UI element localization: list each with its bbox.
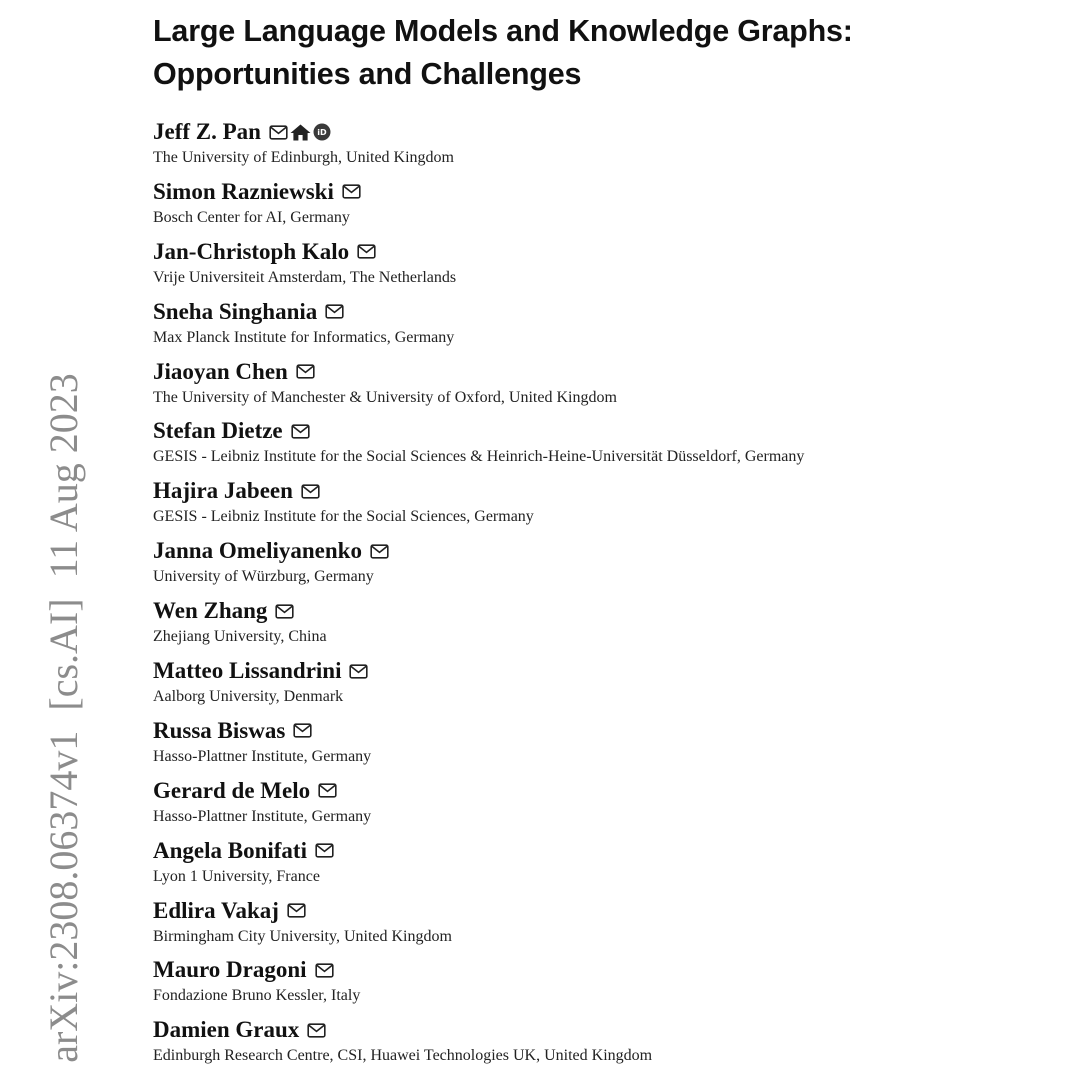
mail-icon[interactable] [293,723,312,738]
author-contact-icons [315,963,334,978]
author-name: Jiaoyan Chen [153,358,288,384]
mail-icon[interactable] [315,963,334,978]
author-affiliation: GESIS - Leibniz Institute for the Social Sciences, Germany [153,508,534,526]
author-name-line [153,716,1063,746]
mail-icon[interactable] [287,903,306,918]
author-name: Mauro Dragoni [153,957,307,983]
author-name-line [153,955,1063,985]
mail-icon[interactable] [315,843,334,858]
arxiv-identifier-stamp[interactable]: arXiv:2308.06374v1 [cs.AI] 11 Aug 2023 [41,373,86,1063]
author-entry [153,596,1063,656]
author-affiliation: The University of Edinburgh, United Kingdom [153,149,454,166]
author-name-line [153,297,1063,327]
author-entry [153,896,1063,956]
home-icon[interactable] [290,124,311,141]
author-affiliation: Bosch Center for AI, Germany [153,208,350,226]
author-list [153,117,1063,1075]
author-entry [153,416,1063,476]
author-entry [153,1015,1063,1075]
mail-icon[interactable] [307,1023,326,1038]
author-name-line [153,896,1063,926]
author-entry [153,357,1063,417]
author-entry [153,716,1063,776]
author-name-line [153,536,1063,566]
author-contact-icons [293,723,312,738]
mail-icon[interactable] [269,125,288,140]
author-contact-icons [315,843,334,858]
author-contact-icons [357,244,376,259]
author-entry [153,656,1063,716]
author-affiliation: Hasso-Plattner Institute, Germany [153,807,372,825]
mail-icon[interactable] [357,244,376,259]
author-contact-icons [349,664,368,679]
author-entry [153,836,1063,896]
author-contact-icons [287,903,306,918]
author-name-line [153,776,1063,806]
author-name-line [153,117,1063,147]
author-affiliation: GESIS - Leibniz Institute for the Social Sciences & Heinrich-Heine-Universität Düsseldorf, Germany [153,448,805,466]
author-contact-icons [318,783,337,798]
author-affiliation: Aalborg University, Denmark [153,688,344,706]
author-name: Angela Bonifati [153,837,307,863]
author-affiliation: Hasso-Plattner Institute, Germany [153,747,372,765]
mail-icon[interactable] [275,604,294,619]
author-affiliation: Zhejiang University, China [153,628,327,646]
paper-title-line-2: Opportunities and Challenges [153,57,582,91]
author-affiliation: The University of Manchester & University of Oxford, United Kingdom [153,388,617,406]
author-name: Wen Zhang [153,598,268,624]
author-contact-icons [342,184,361,199]
author-affiliation: Birmingham City University, United Kingdom [153,927,452,945]
author-affiliation: Vrije Universiteit Amsterdam, The Netherlands [153,268,457,286]
author-name: Jan-Christoph Kalo [153,238,350,264]
mail-icon[interactable] [318,783,337,798]
author-entry [153,476,1063,536]
author-affiliation: Fondazione Bruno Kessler, Italy [153,987,361,1005]
author-entry [153,117,1063,177]
author-entry [153,536,1063,596]
author-contact-icons [291,424,310,439]
author-entry [153,177,1063,237]
mail-icon[interactable] [296,364,315,379]
author-name-line [153,1015,1063,1045]
author-name-line [153,656,1063,686]
author-name-line [153,596,1063,626]
author-name: Edlira Vakaj [153,897,279,923]
author-name: Russa Biswas [153,717,286,743]
orcid-icon[interactable] [313,123,331,141]
author-name: Hajira Jabeen [153,478,293,504]
author-affiliation: Max Planck Institute for Informatics, Germany [153,328,455,346]
author-name-line [153,237,1063,267]
author-entry [153,297,1063,357]
author-name: Simon Razniewski [153,178,334,204]
mail-icon[interactable] [301,484,320,499]
author-contact-icons [370,544,389,559]
author-name-line [153,177,1063,207]
author-name: Damien Graux [153,1017,300,1043]
paper-title [153,10,853,96]
author-contact-icons [325,304,344,319]
author-name: Sneha Singhania [153,298,318,324]
mail-icon[interactable] [370,544,389,559]
paper-title-line-1: Large Language Models and Knowledge Graphs: [153,14,853,48]
mail-icon[interactable] [342,184,361,199]
author-contact-icons [307,1023,326,1038]
author-affiliation: Lyon 1 University, France [153,867,320,885]
mail-icon[interactable] [349,664,368,679]
mail-icon[interactable] [325,304,344,319]
author-name: Janna Omeliyanenko [153,538,362,564]
author-name: Jeff Z. Pan [153,119,261,144]
author-affiliation: Edinburgh Research Centre, CSI, Huawei Technologies UK, United Kingdom [153,1047,653,1065]
author-contact-icons [296,364,315,379]
author-entry [153,955,1063,1015]
author-name-line [153,476,1063,506]
author-name-line [153,357,1063,387]
author-contact-icons [275,604,294,619]
author-affiliation: University of Würzburg, Germany [153,568,374,586]
author-name-line [153,836,1063,866]
author-name: Stefan Dietze [153,418,283,444]
svg-text:iD: iD [317,128,327,138]
author-name: Gerard de Melo [153,777,311,803]
author-entry [153,776,1063,836]
mail-icon[interactable] [291,424,310,439]
author-contact-icons [269,123,331,141]
author-contact-icons [301,484,320,499]
author-name: Matteo Lissandrini [153,658,342,684]
author-entry [153,237,1063,297]
author-name-line [153,416,1063,446]
